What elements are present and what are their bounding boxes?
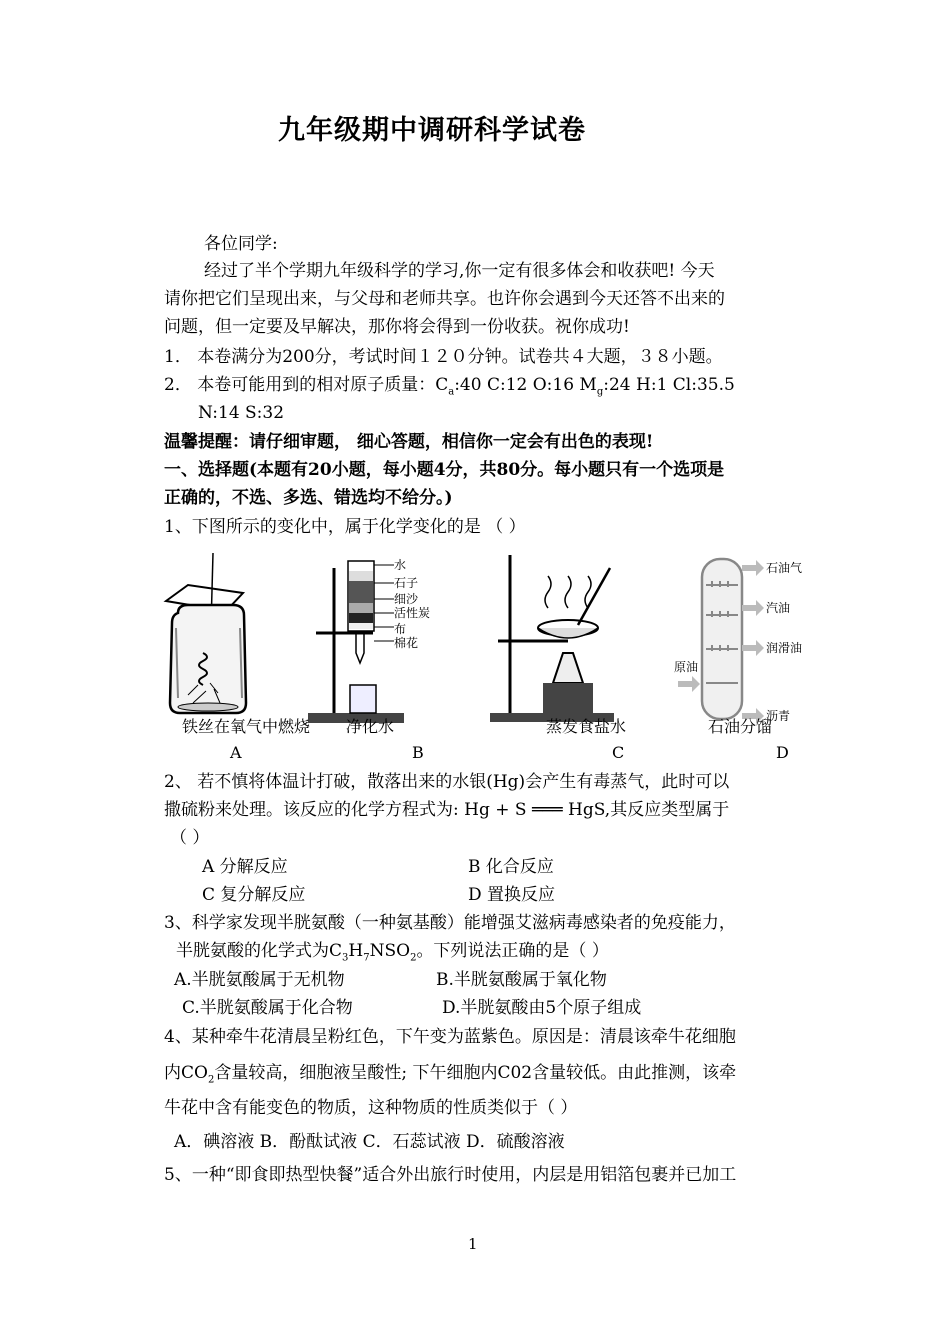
note-2: 2． 本卷可能用到的相对原子质量：$C_a:40$ C:12 O:16 $M_g:24$ H:1 Cl:35.5 — [164, 375, 735, 398]
note-1: 1． 本卷满分为200分，考试时间１２０分钟。试卷共４大题，３８小题。 — [164, 347, 723, 367]
figure-label-a: A — [230, 743, 242, 762]
q2-line-2: 撒硫粉来处理。该反应的化学方程式为: Hg + S ═══ HgS,其反应类型属于 — [164, 800, 730, 820]
intro-line-1: 经过了半个学期九年级科学的学习,你一定有很多体会和收获吧! 今天 — [204, 261, 715, 281]
label-stones: 石子 — [394, 576, 419, 590]
label-sand: 细沙 — [394, 592, 419, 606]
label-asphalt: 沥青 — [766, 709, 791, 723]
q2-option-d: D 置换反应 — [468, 885, 556, 905]
caption-c: 蒸发食盐水 — [546, 717, 627, 736]
q4-line-1: 4、某种牵牛花清晨呈粉红色，下午变为蓝紫色。原因是：清晨该牵牛花细胞 — [164, 1027, 736, 1047]
label-cloth: 布 — [394, 622, 407, 636]
greeting: 各位同学: — [204, 234, 278, 254]
figure-a-iron-burning — [148, 553, 260, 725]
reminder: 温馨提醒：请仔细审题， 细心答题，相信你一定会有出色的表现! — [164, 432, 654, 452]
q2-line-3: （ ） — [170, 828, 210, 848]
q3-option-a: A.半胱氨酸属于无机物 — [174, 970, 345, 990]
figure-label-c: C — [612, 743, 625, 762]
label-water: 水 — [394, 558, 407, 572]
intro-line-3: 问题，但一定要及早解决，那你将会得到一份收获。祝你成功! — [164, 317, 630, 337]
label-crude-oil: 原油 — [674, 660, 699, 674]
q3-line-1: 3、科学家发现半胱氨酸（一种氨基酸）能增强艾滋病毒感染者的免疫能力， — [164, 913, 736, 933]
note-2-line-2: N:14 S:32 — [198, 403, 285, 423]
label-cotton: 棉花 — [394, 636, 419, 650]
q3-option-d: D.半胱氨酸由5个原子组成 — [442, 998, 642, 1018]
caption-b: 净化水 — [346, 717, 395, 736]
label-gasoline: 汽油 — [766, 601, 791, 615]
caption-d: 石油分馏 — [708, 717, 773, 736]
q2-option-a: A 分解反应 — [202, 857, 288, 877]
caption-a: 铁丝在氧气中燃烧 — [182, 717, 311, 736]
figure-label-d: D — [776, 743, 789, 762]
q3-option-b: B.半胱氨酸属于氧化物 — [436, 970, 607, 990]
q1-stem: 1、下图所示的变化中，属于化学变化的是 （ ） — [164, 517, 526, 537]
label-lubricating-oil: 润滑油 — [766, 641, 803, 655]
q4-line-3: 牛花中含有能变色的物质，这种物质的性质类似于（ ） — [164, 1098, 578, 1118]
q4-options: A．碘溶液 B．酚酞试液 C．石蕊试液 D．硫酸溶液 — [174, 1132, 565, 1152]
figure-c-evaporation — [488, 553, 618, 725]
q3-line-2: 半胱氨酸的化学式为$C_3H_7NSO_2$。下列说法正确的是（ ） — [176, 941, 609, 964]
q2-option-b: B 化合反应 — [468, 857, 554, 877]
section-1-heading-line-2: 正确的，不选、多选、错选均不给分。) — [164, 488, 453, 508]
q4-line-2: 内$CO_2$含量较高，细胞液呈酸性; 下午细胞内C02含量较低。由此推测，该牵 — [164, 1063, 737, 1086]
page-number: 1 — [468, 1235, 478, 1253]
intro-line-2: 请你把它们呈现出来，与父母和老师共享。也许你会遇到今天还答不出来的 — [164, 289, 725, 309]
label-carbon: 活性炭 — [394, 606, 431, 620]
q5-line-1: 5、一种“即食即热型快餐”适合外出旅行时使用，内层是用铝箔包裹并已加工 — [164, 1165, 737, 1185]
q3-option-c: C.半胱氨酸属于化合物 — [182, 998, 353, 1018]
section-1-heading-line-1: 一、选择题(本题有20小题，每小题4分，共80分。每小题只有一个选项是 — [164, 460, 725, 480]
q2-line-1: 2、 若不慎将体温计打破，散落出来的水银(Hg)会产生有毒蒸气，此时可以 — [164, 772, 730, 792]
label-petroleum-gas: 石油气 — [766, 561, 803, 575]
page-title: 九年级期中调研科学试卷 — [278, 115, 586, 146]
q2-option-c: C 复分解反应 — [202, 885, 306, 905]
figure-label-b: B — [412, 743, 424, 762]
